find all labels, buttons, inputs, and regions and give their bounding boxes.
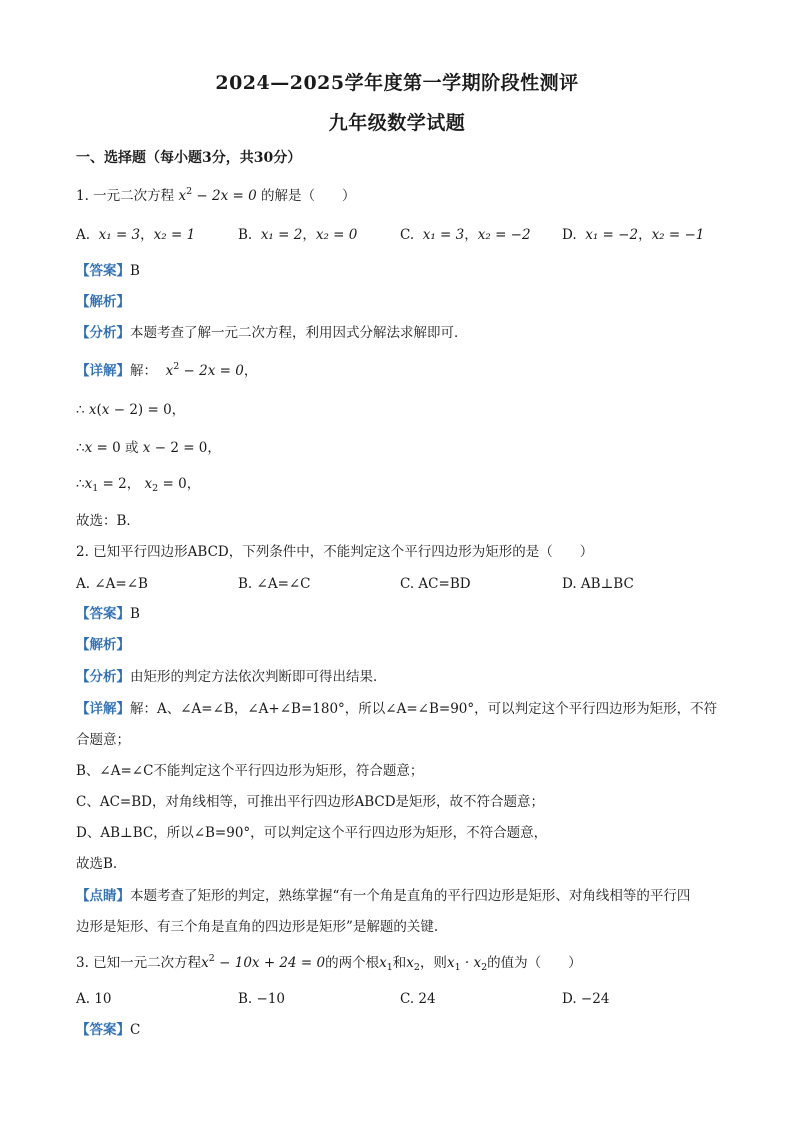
q2-line-d: D、AB⊥BC，所以∠B=90°，可以判定这个平行四边形为矩形，不符合题意，	[76, 825, 548, 841]
q2-line-c: C、AC=BD，对角线相等，可推出平行四边形ABCD是矩形，故不符合题意；	[76, 794, 545, 810]
q2-conclusion: 故选B.	[76, 856, 118, 872]
q2-analysis-heading: 【解析】	[76, 637, 130, 653]
q3-stem: 3. 已知一元二次方程$x^2 - 10x + 24 = 0$的两个根$x_1$和$x_2$，则$x_1 \cdot x_2$的值为（ ）	[76, 953, 582, 973]
q1-fenxi: 【分析】本题考查了解一元二次方程，利用因式分解法求解即可．	[76, 325, 468, 341]
q3-option-c: C. 24	[400, 991, 436, 1007]
q1-step-1: ∴ x(x − 2) = 0，	[76, 402, 186, 418]
q2-xiangjie-line1: 【详解】解：A、∠A=∠B，∠A+∠B=180°，所以∠A=∠B=90°，可以判定这个平行四边形为矩形，不符	[76, 701, 718, 717]
q1-step-2: ∴x = 0 或 x − 2 = 0，	[76, 440, 221, 456]
q2-fenxi: 【分析】由矩形的判定方法依次判断即可得出结果．	[76, 669, 387, 685]
q3-answer: 【答案】C	[76, 1022, 141, 1038]
section-heading: 一、选择题（每小题3分，共30分）	[76, 150, 302, 166]
q1-option-d: D. x₁ = −2，x₂ = −1	[562, 227, 705, 243]
q2-dianjing-line1: 【点睛】本题考查了矩形的判定，熟练掌握“有一个角是直角的平行四边形是矩形、对角线相等的平行四	[76, 888, 691, 904]
exam-title: 2024—2025学年度第一学期阶段性测评	[215, 72, 579, 94]
q2-stem: 2. 已知平行四边形ABCD，下列条件中，不能判定这个平行四边形为矩形的是（ ）	[76, 544, 594, 560]
q1-analysis-heading: 【解析】	[76, 294, 130, 310]
q2-xiangjie-line2: 合题意；	[76, 732, 130, 748]
exam-subtitle: 九年级数学试题	[328, 112, 466, 134]
answer-tag: 【答案】	[76, 263, 130, 279]
q1-answer: 【答案】B	[76, 263, 140, 279]
q2-option-b: B. ∠A=∠C	[238, 576, 311, 592]
q1-option-c: C. x₁ = 3，x₂ = −2	[400, 227, 531, 243]
q1-equation: $x^2 - 2x = 0$	[178, 186, 257, 204]
q3-option-b: B. −10	[238, 991, 285, 1007]
q1-option-a: A. x₁ = 3，x₂ = 1	[76, 227, 196, 243]
q1-stem-prefix: 1. 一元二次方程	[76, 188, 175, 204]
q1-stem	[76, 187, 356, 207]
q3-option-d: D. −24	[562, 991, 610, 1007]
q1-xiangjie: 【详解】解： $x^2 - 2x = 0$，	[76, 361, 258, 379]
q2-line-b: B、∠A=∠C不能判定这个平行四边形为矩形，符合题意；	[76, 763, 424, 779]
q1-stem-suffix: 的解是（ ）	[261, 188, 356, 204]
q1-conclusion: 故选：B．	[76, 513, 140, 529]
q1-step-3: $\therefore x_1 = 2$， $x_2 = 0$，	[76, 476, 201, 494]
q1-option-b: B. x₁ = 2，x₂ = 0	[238, 227, 358, 243]
q3-option-a: A. 10	[76, 991, 112, 1007]
q2-dianjing-line2: 边形是矩形、有三个角是直角的四边形是矩形”是解题的关键.	[76, 919, 439, 935]
q2-option-d: D. AB⊥BC	[562, 576, 634, 592]
q2-option-a: A. ∠A=∠B	[76, 576, 148, 592]
q2-answer: 【答案】B	[76, 606, 140, 622]
q2-option-c: C. AC=BD	[400, 576, 471, 592]
